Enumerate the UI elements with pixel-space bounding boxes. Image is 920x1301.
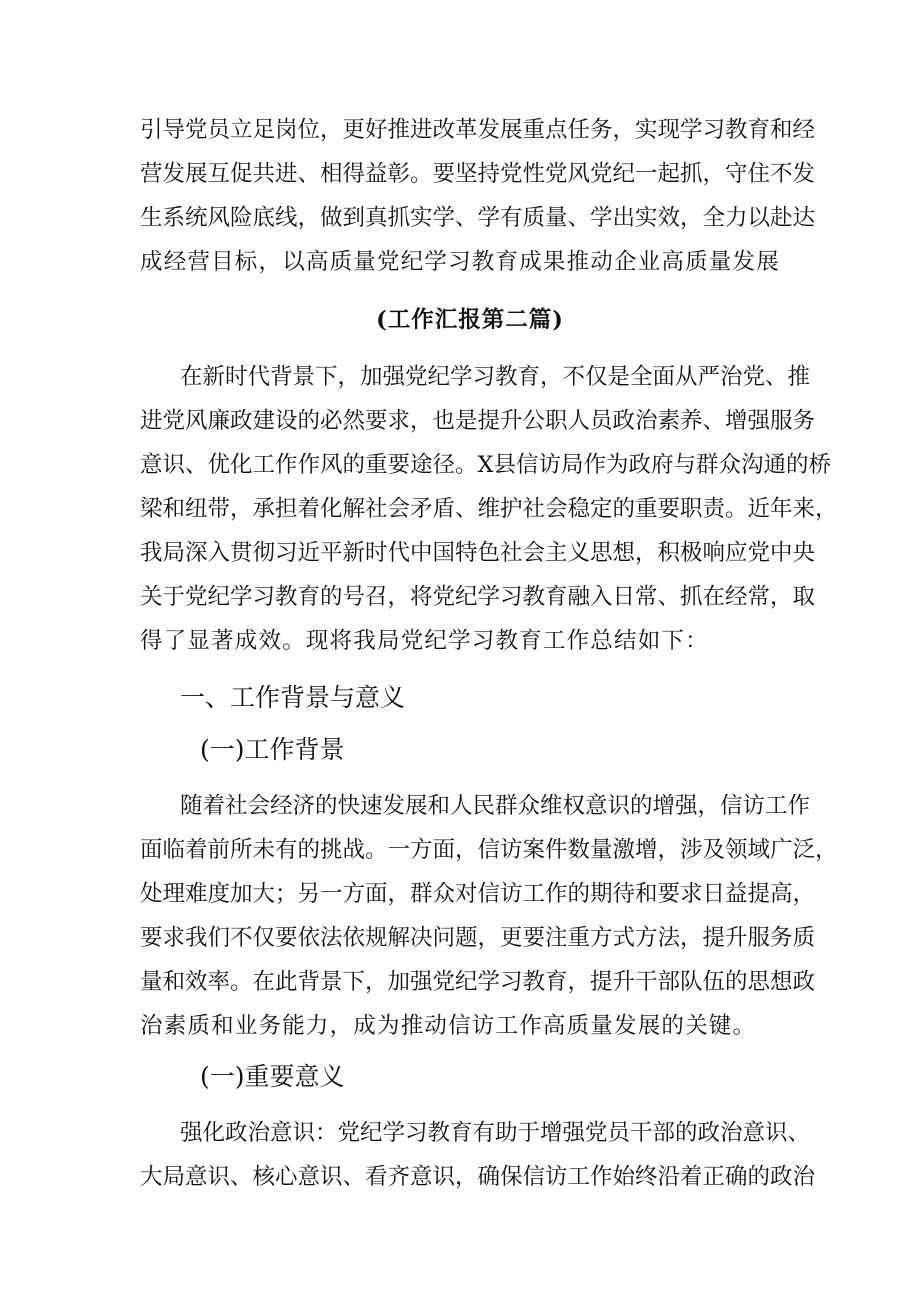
paragraph-line: 生系统风险底线，做到真抓实学、学有质量、学出实效，全力以赴达 bbox=[140, 205, 816, 231]
paragraph-line: 我局深入贯彻习近平新时代中国特色社会主义思想，积极响应党中央 bbox=[140, 540, 816, 566]
paragraph-line: 在新时代背景下，加强党纪学习教育，不仅是全面从严治党、推 bbox=[180, 364, 811, 390]
paragraph-line: 营发展互促共进、相得益彰。要坚持党性党风党纪一起抓，守住不发 bbox=[140, 161, 816, 187]
paragraph-line: 大局意识、核心意识、看齐意识，确保信访工作始终沿着正确的政治 bbox=[140, 1164, 816, 1190]
paragraph-line: 量和效率。在此背景下，加强党纪学习教育，提升干部队伍的思想政 bbox=[140, 969, 816, 995]
paragraph-line: 随着社会经济的快速发展和人民群众维权意识的增强，信访工作 bbox=[180, 793, 811, 819]
heading-work-background: 一、工作背景与意义 bbox=[180, 683, 406, 712]
subheading-work-background: (一)工作背景 bbox=[200, 735, 345, 764]
paragraph-line: 引导党员立足岗位，更好推进改革发展重点任务，实现学习教育和经 bbox=[140, 117, 816, 143]
paragraph-line: 意识、优化工作作风的重要途径。X县信访局作为政府与群众沟通的桥 bbox=[140, 452, 832, 478]
paragraph-line: 治素质和业务能力，成为推动信访工作高质量发展的关键。 bbox=[140, 1013, 757, 1039]
paragraph-line: 强化政治意识：党纪学习教育有助于增强党员干部的政治意识、 bbox=[180, 1120, 811, 1146]
section-title: (工作汇报第二篇) bbox=[376, 307, 564, 333]
subheading-significance: (一)重要意义 bbox=[200, 1062, 345, 1091]
paragraph-line: 面临着前所未有的挑战。一方面，信访案件数量激增，涉及领域广泛， bbox=[140, 837, 838, 863]
paragraph-line: 关于党纪学习教育的号召，将党纪学习教育融入日常、抓在经常，取 bbox=[140, 584, 816, 610]
paragraph-line: 梁和纽带，承担着化解社会矛盾、维护社会稳定的重要职责。近年来， bbox=[140, 496, 838, 522]
paragraph-line: 要求我们不仅要依法依规解决问题，更要注重方式方法，提升服务质 bbox=[140, 925, 816, 951]
paragraph-line: 得了显著成效。现将我局党纪学习教育工作总结如下： bbox=[140, 628, 709, 654]
paragraph-line: 成经营目标，以高质量党纪学习教育成果推动企业高质量发展 bbox=[140, 249, 780, 275]
paragraph-line: 处理难度加大；另一方面，群众对信访工作的期待和要求日益提高， bbox=[140, 881, 816, 907]
paragraph-line: 进党风廉政建设的必然要求，也是提升公职人员政治素养、增强服务 bbox=[140, 408, 816, 434]
